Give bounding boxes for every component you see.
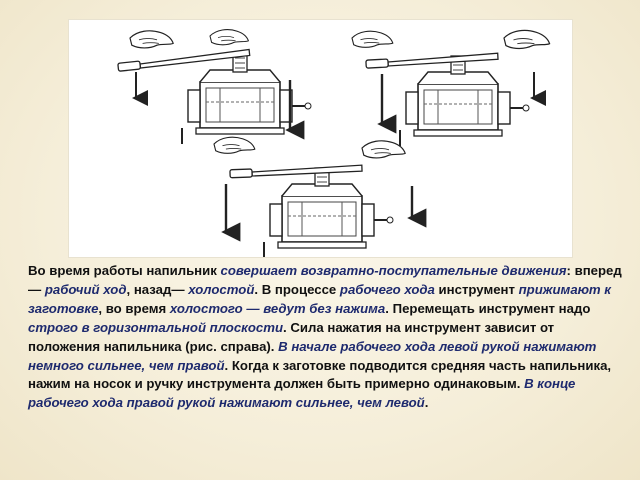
filing-position-middle: [214, 137, 412, 257]
text-segment: : вперед —: [28, 263, 622, 297]
filing-illustration: [69, 20, 572, 257]
emphasis-segment: холостого — ведут без нажима: [169, 300, 386, 316]
text-segment: Во время работы напильник: [28, 263, 221, 278]
emphasis-segment: прижимают к заготовке: [28, 281, 611, 316]
emphasis-segment: холостой: [188, 281, 255, 297]
text-segment: . Сила нажатия на инструмент зависит от положения напильника (рис. справа).: [28, 319, 555, 354]
vise-filing-drawing: [69, 20, 572, 257]
text-segment: . В процессе: [254, 281, 340, 297]
emphasis-segment: совершает возвратно-поступательные движения: [220, 263, 567, 278]
text-segment: , во время: [98, 300, 170, 316]
text-segment: .: [424, 395, 429, 411]
text-segment: . Когда к заготовке подводится средняя часть напильника, нажим на носок и ручку инструмента должен быть примерно одинаковым.: [28, 357, 612, 392]
emphasis-segment: рабочий ход: [44, 281, 127, 297]
emphasis-segment: В начале рабочего хода левой рукой нажимают немного сильнее, чем правой: [28, 338, 597, 373]
filing-position-start: [118, 30, 311, 144]
text-segment: . Перемещать инструмент надо: [385, 300, 591, 316]
filing-position-end: [352, 30, 550, 146]
emphasis-segment: рабочего хода: [339, 281, 435, 297]
text-segment: инструмент: [434, 281, 519, 297]
emphasis-segment: строго в горизонтальной плоскости: [28, 319, 284, 335]
emphasis-segment: В конце рабочего хода правой рукой нажимают сильнее, чем левой: [28, 376, 576, 411]
text-segment: , назад—: [126, 281, 189, 297]
filing-description-paragraph: [28, 262, 626, 413]
